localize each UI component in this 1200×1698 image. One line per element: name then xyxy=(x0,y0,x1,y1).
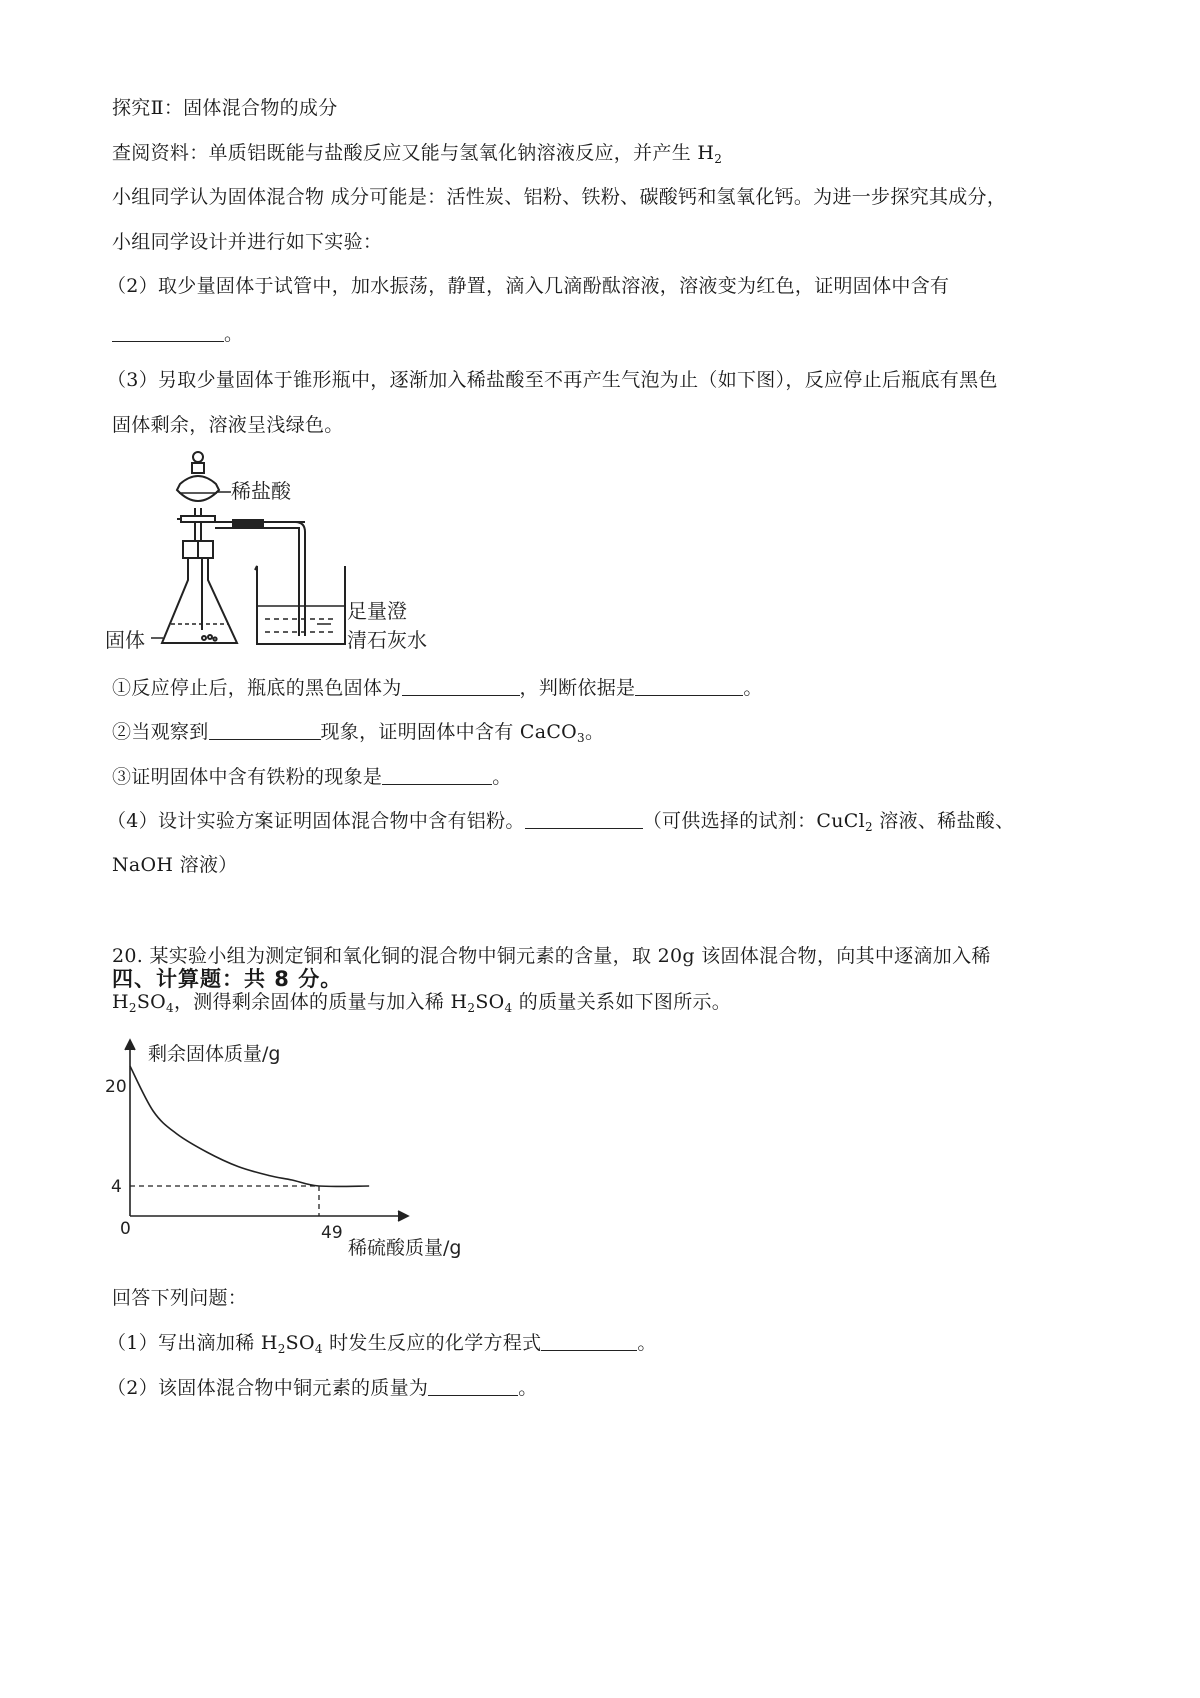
answer-1: （1）写出滴加稀 $H_2SO_4$ 时发生反应的化学方程式 。 xyxy=(107,1332,657,1356)
label-dilute-hcl: 稀盐酸 xyxy=(231,479,291,503)
question-4-line-1: （4）设计实验方案证明固体混合物中含有铝粉。 （可供选择的试剂：CuCl$_2$ 溶液、稀盐酸、 xyxy=(107,810,1015,834)
question-3-line-1: （3）另取少量固体于锥形瓶中，逐渐加入稀盐酸至不再产生气泡为止（如下图），反应停止后瓶底有黑色 xyxy=(107,369,998,391)
answer-blank[interactable] xyxy=(525,810,643,829)
x-tick-0: 0 xyxy=(120,1219,131,1239)
question-4-line-2: NaOH 溶液） xyxy=(112,854,238,876)
chart-y-label: 剩余固体质量/g xyxy=(148,1043,281,1065)
mass-chart xyxy=(100,1030,480,1270)
section-title: 探究Ⅱ：固体混合物的成分 xyxy=(112,97,338,119)
answer-2: （2）该固体混合物中铜元素的质量为 。 xyxy=(107,1377,538,1399)
group-text-1: 小组同学认为固体混合物 成分可能是：活性炭、铝粉、铁粉、碳酸钙和氢氧化钙。为进一步探究其成分， xyxy=(112,186,1007,208)
apparatus-diagram xyxy=(105,438,445,670)
question-2: （2）取少量固体于试管中，加水振荡，静置，滴入几滴酚酞溶液，溶液变为红色，证明固体中含有 xyxy=(107,275,950,297)
y-tick-4: 4 xyxy=(111,1177,122,1197)
x-tick-49: 49 xyxy=(321,1223,343,1243)
question-20-line-2: $H_2SO_4$，测得剩余固体的质量与加入稀 $H_2SO_4$ 的质量关系如下图所示。 xyxy=(112,991,732,1015)
sub-question-1: ①反应停止后，瓶底的黑色固体为 ，判断依据是 。 xyxy=(112,677,763,699)
section-heading: 四、计算题：共 8 分。 xyxy=(112,967,343,991)
label-limewater-2: 清石灰水 xyxy=(347,628,427,652)
question-3-line-2: 固体剩余，溶液呈浅绿色。 xyxy=(112,414,344,436)
question-2-answer: 。 xyxy=(112,322,243,346)
group-text-2: 小组同学设计并进行如下实验： xyxy=(112,231,383,253)
reference-line: 查阅资料：单质铝既能与盐酸反应又能与氢氧化钠溶液反应，并产生 $H_2$ xyxy=(112,142,723,166)
chart-x-label: 稀硫酸质量/g xyxy=(348,1237,462,1259)
answer-blank[interactable] xyxy=(382,766,492,785)
sub-question-3: ③证明固体中含有铁粉的现象是 。 xyxy=(112,766,512,788)
answer-blank[interactable] xyxy=(428,1377,518,1396)
sub-question-2: ②当观察到 现象，证明固体中含有 CaCO$_3$。 xyxy=(112,721,605,745)
y-tick-20: 20 xyxy=(105,1077,127,1097)
chart-series-line xyxy=(130,1066,369,1186)
answer-blank[interactable] xyxy=(209,721,321,740)
question-20-line-1: 20. 某实验小组为测定铜和氧化铜的混合物中铜元素的含量，取 20g 该固体混合物，向其中逐滴加入稀 xyxy=(112,945,991,967)
answer-blank[interactable] xyxy=(541,1332,637,1351)
label-solid: 固体 xyxy=(105,628,145,652)
answer-blank[interactable] xyxy=(635,677,743,696)
answer-blank[interactable] xyxy=(112,323,224,342)
answer-blank[interactable] xyxy=(402,677,520,696)
answers-intro: 回答下列问题： xyxy=(112,1287,248,1309)
label-limewater-1: 足量澄 xyxy=(347,599,407,623)
